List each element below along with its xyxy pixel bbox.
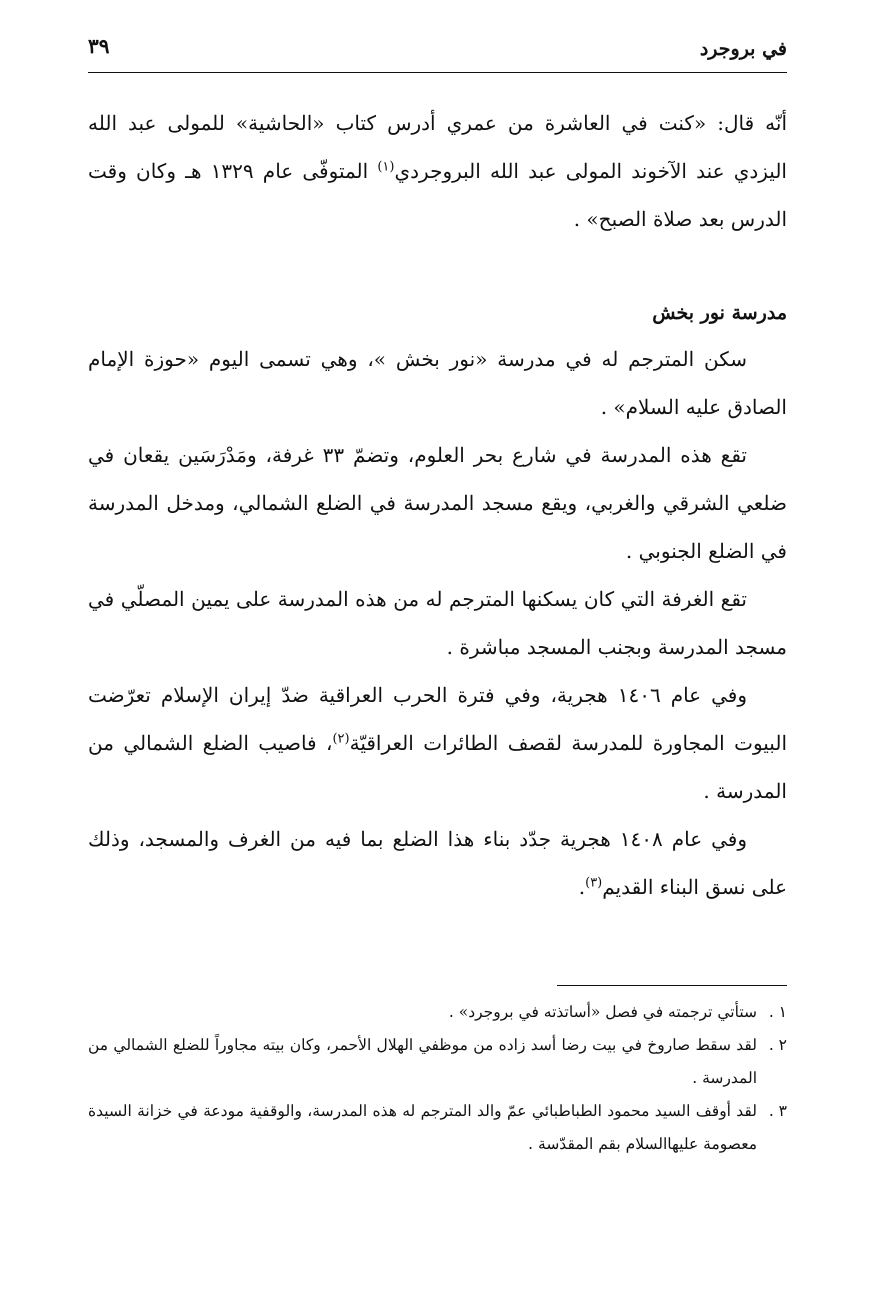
paragraph-text: أنّه قال: «كنت في العاشرة من عمري أدرس كتاب «الحاشية» للمولى عبد الله اليزدي عند الآخوند المولى عبد الله البروجردي	[88, 111, 787, 183]
footnote-item	[88, 996, 787, 1029]
paragraph-text: تقع الغرفة التي كان يسكنها المترجم له من هذه المدرسة على يمين المصلّي في مسجد المدرسة وبجنب المسجد مباشرة .	[88, 587, 787, 659]
running-header	[88, 28, 787, 73]
paragraph	[88, 815, 787, 911]
footnotes	[88, 996, 787, 1161]
footnote-item	[88, 1095, 787, 1161]
footnote-number: ١ .	[768, 1003, 787, 1021]
paragraph-text-continued: المتوفّى عام ١٣٢٩ هـ وكان وقت الدرس بعد صلاة الصبح» .	[88, 159, 787, 231]
paragraph-text: وفي عام ١٤٠٦ هجرية، وفي فترة الحرب العراقية ضدّ إيران الإسلام تعرّضت البيوت المجاورة للمدرسة لقصف الطائرات العراقيّة	[88, 683, 787, 755]
page-number: ٣٩	[88, 34, 110, 58]
section-heading: مدرسة نور بخش	[652, 302, 787, 324]
footnote-ref-3[interactable]: (٣)	[585, 875, 603, 891]
paragraph	[88, 335, 787, 431]
running-title: في بروجرد	[699, 38, 787, 60]
paragraph-quote	[88, 99, 787, 243]
footnote-text: لقد سقط صاروخ في بيت رضا أسد زاده من موظفي الهلال الأحمر، وكان بيته مجاوراً للضلع الشمالي من المدرسة .	[88, 1036, 757, 1087]
footnote-number: ٣ .	[768, 1102, 787, 1120]
footnote-item	[88, 1029, 787, 1095]
paragraph-text-continued: .	[578, 875, 586, 899]
paragraph	[88, 671, 787, 815]
paragraph	[88, 575, 787, 671]
paragraph-text: تقع هذه المدرسة في شارع بحر العلوم، وتضمّ ٣٣ غرفة، ومَدْرَسَين يقعان في ضلعي الشرقي والغربي، ويقع مسجد المدرسة في الضلع الشمالي، ومدخل المدرسة في الضلع الجنوبي .	[88, 443, 787, 563]
footnote-ref-2[interactable]: (٢)	[332, 731, 350, 747]
paragraph-text: سكن المترجم له في مدرسة «نور بخش »، وهي تسمى اليوم «حوزة الإمام الصادق عليه السلام» .	[88, 347, 787, 419]
footnote-text: لقد أوقف السيد محمود الطباطبائي عمّ والد المترجم له هذه المدرسة، والوقفية مودعة في خزانة السيدة معصومة عليهاالسلام بقم المقدّسة .	[88, 1102, 757, 1153]
paragraph-text-continued: ، فاصيب الضلع الشمالي من المدرسة .	[88, 731, 787, 803]
body-text	[88, 99, 787, 911]
paragraph	[88, 431, 787, 575]
paragraph-text: وفي عام ١٤٠٨ هجرية جدّد بناء هذا الضلع بما فيه من الغرف والمسجد، وذلك على نسق البناء القديم	[88, 827, 787, 899]
footnote-ref-1[interactable]: (١)	[377, 159, 395, 175]
book-page	[88, 28, 787, 1303]
footnote-number: ٢ .	[768, 1036, 787, 1054]
footnote-divider	[557, 985, 787, 986]
footnote-text: ستأتي ترجمته في فصل «أساتذته في بروجرد» .	[448, 1003, 757, 1021]
